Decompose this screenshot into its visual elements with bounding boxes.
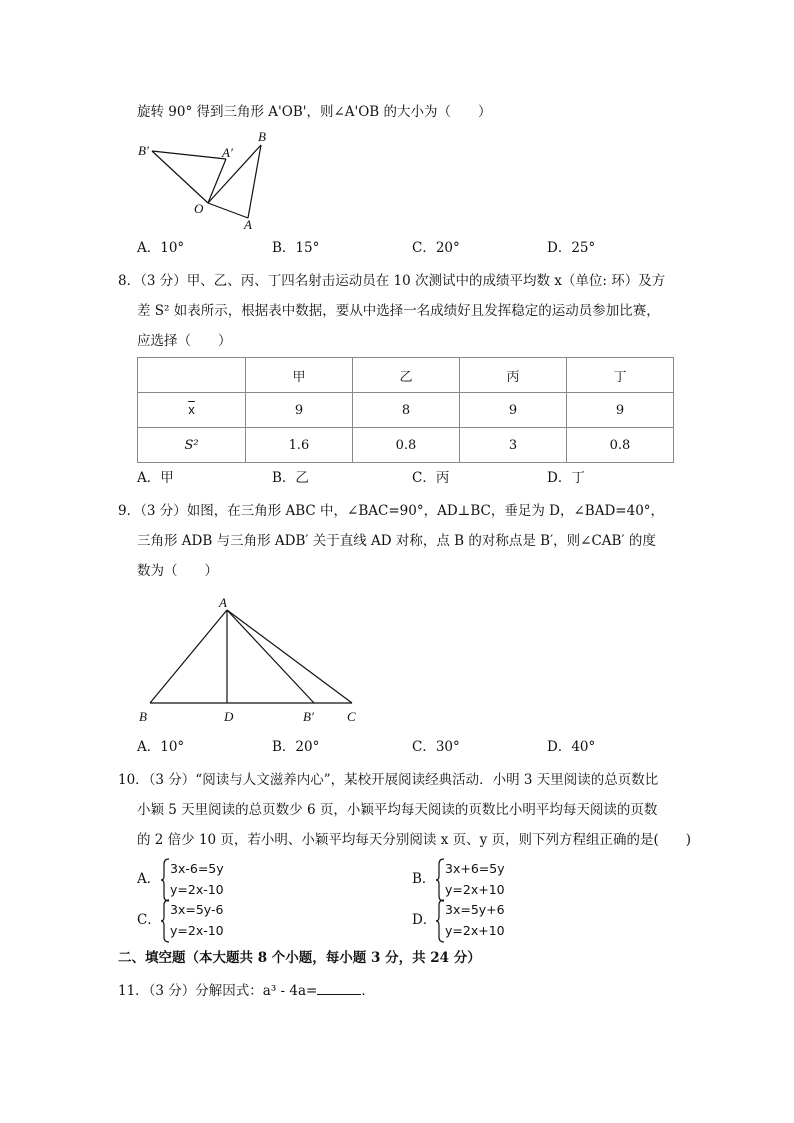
- q7-label-bprime: B': [138, 143, 149, 158]
- equation: 3x=5y+6: [445, 902, 505, 917]
- q7-figure: [130, 125, 280, 235]
- table-cell: 0.8: [353, 428, 460, 463]
- q9-label-c: C: [347, 709, 356, 724]
- q8-line3: 应选择（ ）: [137, 333, 232, 349]
- q9-label-b: B: [139, 709, 147, 724]
- q9-label-a: A: [219, 595, 227, 610]
- table-cell: 1.6: [246, 428, 353, 463]
- q7-option-c[interactable]: C．20°: [412, 240, 460, 256]
- table-cell: 3: [460, 428, 567, 463]
- table-row: [138, 428, 674, 463]
- q9-option-d[interactable]: D．40°: [547, 739, 596, 755]
- q10-option-b[interactable]: [412, 869, 435, 889]
- q9-option-c[interactable]: C．30°: [412, 739, 460, 755]
- option-label: D．: [412, 912, 437, 928]
- q11-end: ．: [361, 983, 375, 999]
- table-header-jia: 甲: [246, 358, 353, 393]
- q7-option-a[interactable]: A．10°: [137, 240, 185, 256]
- q8-option-c[interactable]: C．丙: [412, 470, 450, 486]
- option-label: B．: [412, 871, 436, 887]
- q7-seg-o-b: [208, 145, 261, 203]
- table-cell: 9: [460, 393, 567, 428]
- q10-line2: 小颖 5 天里阅读的总页数少 6 页，小颖平均每天阅读的页数比小明平均每天阅读的页数: [137, 802, 658, 818]
- q7-label-b: B: [258, 129, 266, 144]
- equation: y=2x+10: [445, 882, 505, 897]
- q7-seg-bprime-aprime: [152, 151, 226, 159]
- equation: y=2x-10: [170, 882, 224, 897]
- option-label: A．: [137, 871, 161, 887]
- q7-option-d[interactable]: D．25°: [547, 240, 596, 256]
- q10-option-c[interactable]: [137, 910, 161, 930]
- row-label-variance: S²: [138, 428, 246, 463]
- q10-option-b-system: [439, 858, 505, 900]
- q7-seg-o-aprime: [208, 159, 226, 203]
- q9-line1: 9．（3 分）如图，在三角形 ABC 中，∠BAC=90°，AD⊥BC，垂足为 D，∠BAD=40°，: [118, 503, 665, 519]
- q7-option-b[interactable]: B．15°: [272, 240, 320, 256]
- q10-option-d-system: [439, 899, 505, 941]
- table-header-ding: 丁: [567, 358, 674, 393]
- equation: y=2x-10: [170, 923, 224, 938]
- table-row: [138, 358, 674, 393]
- q11-text: [118, 980, 375, 1001]
- q7-seg-b-a: [248, 145, 261, 218]
- q10-line3: 的 2 倍少 10 页，若小明、小颖平均每天分别阅读 x 页、y 页，则下列方程组正确的是( ): [137, 832, 692, 848]
- table-cell: [138, 358, 246, 393]
- q8-option-d[interactable]: D．丁: [547, 470, 585, 486]
- q8-table: [137, 357, 674, 463]
- q9-label-d: D: [224, 709, 234, 724]
- equation: 3x+6=5y: [445, 861, 505, 876]
- table-header-yi: 乙: [353, 358, 460, 393]
- equation: 3x-6=5y: [170, 861, 224, 876]
- q10-option-a-system: [164, 858, 224, 900]
- q7-label-a: A: [244, 217, 252, 232]
- q10-option-c-system: [164, 899, 224, 941]
- table-cell: 0.8: [567, 428, 674, 463]
- q7-label-o: O: [194, 201, 204, 216]
- q9-seg-ab: [150, 610, 227, 703]
- q10-option-d[interactable]: [412, 910, 436, 930]
- q8-line2: 差 S² 如表所示，根据表中数据，要从中选择一名成绩好且发挥稳定的运动员参加比赛，: [137, 303, 660, 319]
- q7-text: 旋转 90° 得到三角形 A'OB'，则∠A'OB 的大小为（ ）: [137, 104, 492, 120]
- q11-prompt: 11．（3 分）分解因式：a³ - 4a=: [118, 983, 318, 999]
- q8-option-a[interactable]: A．甲: [137, 470, 174, 486]
- table-header-bing: 丙: [460, 358, 567, 393]
- q9-seg-abprime: [227, 610, 314, 703]
- q8-option-b[interactable]: B．乙: [272, 470, 309, 486]
- q9-option-a[interactable]: A．10°: [137, 739, 185, 755]
- q9-line3: 数为（ ）: [137, 563, 218, 579]
- section-heading: 二、填空题（本大题共 8 个小题，每小题 3 分，共 24 分）: [118, 950, 481, 966]
- option-label: C．: [137, 912, 161, 928]
- q10-line1: 10．（3 分）“阅读与人文滋养内心”，某校开展阅读经典活动．小明 3 天里阅读的总页数比: [118, 772, 659, 788]
- q9-seg-ac: [227, 610, 352, 703]
- answer-blank[interactable]: [317, 980, 361, 995]
- q7-label-aprime: A′: [222, 145, 233, 160]
- equation: 3x=5y-6: [170, 902, 224, 917]
- q9-line2: 三角形 ADB 与三角形 ADB′ 关于直线 AD 对称，点 B 的对称点是 B′，则∠CAB′ 的度: [137, 533, 656, 549]
- q7-seg-bprime-o: [152, 151, 208, 203]
- equation: y=2x+10: [445, 923, 505, 938]
- q10-option-a[interactable]: [137, 869, 160, 889]
- table-cell: 9: [246, 393, 353, 428]
- q7-seg-o-a: [208, 203, 248, 218]
- q9-figure: [130, 590, 370, 730]
- q8-line1: 8．（3 分）甲、乙、丙、丁四名射击运动员在 10 次测试中的成绩平均数 x（单位: 环）及方: [118, 273, 666, 289]
- q9-option-b[interactable]: B．20°: [272, 739, 320, 755]
- table-row: [138, 393, 674, 428]
- row-label-mean: $\overline{x}$: [138, 393, 246, 428]
- table-cell: 8: [353, 393, 460, 428]
- table-cell: 9: [567, 393, 674, 428]
- q9-label-bprime: B′: [303, 709, 314, 724]
